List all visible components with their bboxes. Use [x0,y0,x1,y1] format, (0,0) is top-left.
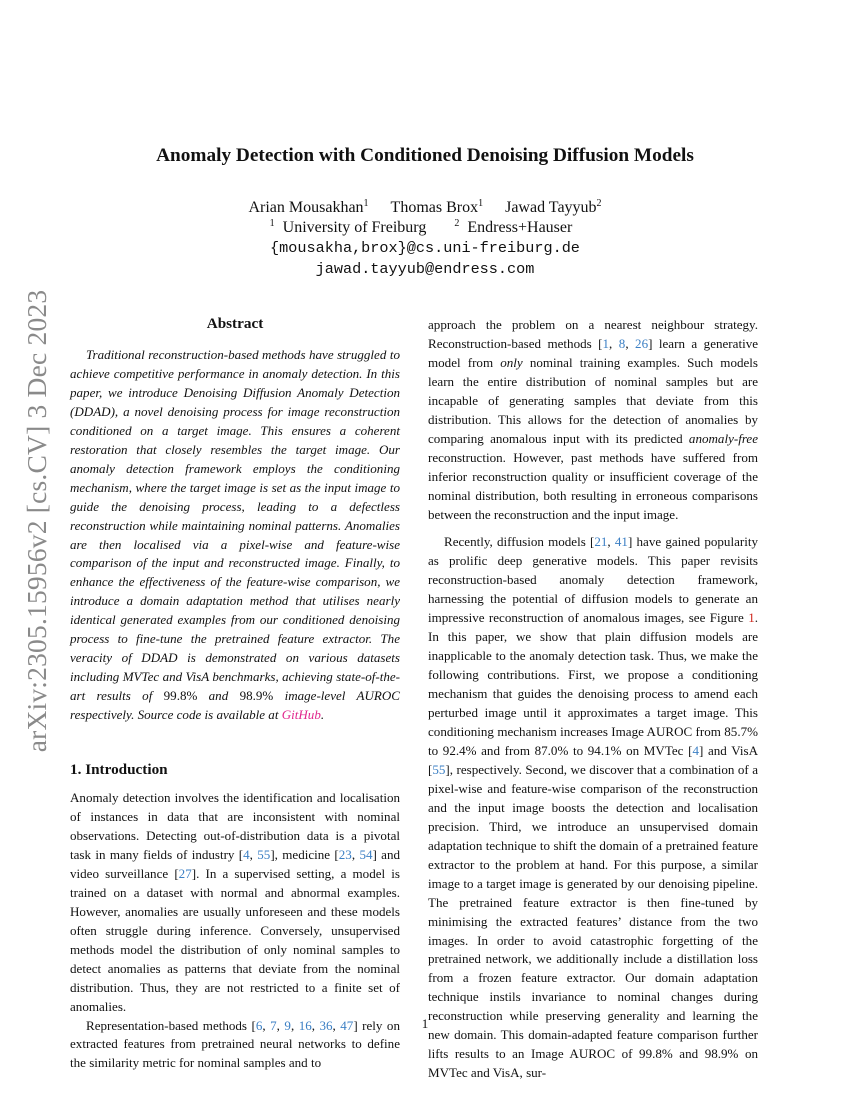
citation-link[interactable]: 54 [359,846,373,862]
left-column [70,315,400,1073]
citation-link[interactable]: 16 [298,1017,312,1033]
citation-link[interactable]: 6 [255,1017,263,1033]
body-text: ] and VisA [ [428,742,758,777]
body-text: approach the problem on a nearest neighbour strategy. Reconstruction-based methods [ [428,317,758,351]
citation-link[interactable]: 47 [340,1017,354,1033]
body-text: ] and video surveillance [ [70,846,401,881]
citation-link[interactable]: 7 [270,1017,277,1033]
arxiv-identifier: arXiv:2305.15956v2 [cs.CV] 3 Dec 2023 [21,289,52,753]
citation-link[interactable]: 27 [178,865,192,881]
citation-link[interactable]: 8 [618,335,626,351]
body-text: ] learn a generative model from [428,335,759,370]
body-text: ], medicine [ [270,846,339,862]
affiliation-marker: 1 [363,198,369,209]
author-name: Thomas Brox [390,199,479,216]
figure-reference-link[interactable]: 1 [748,610,755,626]
author-email: jawad.tayyub@endress.com [315,260,535,278]
body-text: Recently, diffusion models [ [444,534,595,550]
metric-value: 99.8% [163,688,198,704]
body-text: ] rely on extracted features from pretrained neural networks to define the similarity metric for nominal samples and to [70,1017,400,1071]
affiliation-name: Endress+Hauser [467,219,573,236]
emphasis: only [500,354,523,370]
body-text: ]. In a supervised setting, a model is trained on a dataset with normal and abnormal examples. However, anomalies are usually unforeseen and these models often struggle during inference. Conversely, unsupervised methods model the distribution of only nominal samples to detect anomalies as patterns that deviate from the nominal distribution. Thus, they are not restricted to a finite set of anomalies. [70,865,400,1014]
body-text: . In this paper, we show that plain diffusion models are inapplicable to the anomaly detection task. Thus, we make the following contributions. First, we propose a conditioning mechanism that guides the denoising process to amend each perturbed image until it approximates a target image. This conditioning mechanism increases Image AUROC from 85.7% to 92.4% and from 87.0% to 94.1% on MVTec [ [428,610,758,758]
body-text: ] have gained popularity as prolific deep generative models. This paper revisits reconstruction-based anomaly detection framework, harnessing the potential of diffusion models to generate an impressive reconstruction of anomalous images, see Figure [428,534,758,626]
affiliation [454,219,580,236]
right-column [428,316,758,1083]
emphasis: anomaly-free [688,430,758,446]
intro-paragraph-3: Recently, diffusion models [21, 41] have gained popularity as prolific deep generative models. This paper revisits reconstruction-based anomaly detection framework, harnessing the potential of diffusion models to generate an impressive reconstruction of anomalous images, see Figure 1. In this paper, we show that plain diffusion models are inapplicable to the anomaly detection task. Thus, we make the following contributions. First, we propose a conditioning mechanism that guides the denoising process to amend each perturbed image until it approximates a target image. This conditioning mechanism increases Image AUROC from 85.7% to 92.4% and from 87.0% to 94.1% on MVTec [4] and VisA [55], respectively. Second, we discover that a combination of a pixel-wise and feature-wise comparison of the reconstruction and the input image boosts the detection and localisation precision. Third, we introduce an unsupervised domain adaptation technique to shift the domain of a pretrained feature extractor to the problem at hand. For this purpose, a similar image to a target image is generated by our denoising pipeline. The pretrained feature extractor is then fine-tuned by minimising the extracted features’ distance from the two images. In order to avoid catastrophic forgetting of the pretrained network, we additionally include a distillation loss from a frozen feature extractor. Our domain adaptation technique instils invariance to nominal changes during reconstruction while preserving generality and learning the new domain. This domain-adapted feature comparison further lifts results to an Image AUROC of 99.8% and 98.9% on MVTec and VisA, sur- [428,534,758,1081]
author-name: Jawad Tayyub [505,199,597,216]
author-email: {mousakha,brox}@cs.uni-freiburg.de [270,239,580,257]
page-number: 1 [421,1016,429,1031]
citation-link[interactable]: 4 [692,742,699,758]
body-text: reconstruction. However, past methods have suffered from inferior reconstruction quality or insufficient coverage of the nominal distribution, both resulting in erroneous comparisons between the reconstruction and the input image. [428,449,758,522]
abstract-body: Traditional reconstruction-based methods have struggled to achieve competitive performance in anomaly detection. In this paper, we introduce Denoising Diffusion Anomaly Detection (DDAD), a novel denoising process for image reconstruction conditioned on a target image. This ensures a coherent restoration that closely resembles the target image. Our anomaly detection framework employs the conditioning mechanism, where the target image is set as the input image to guide the denoising process, leading to a defectless reconstruction while maintaining nominal patterns. Anomalies are then localised via a pixel-wise and feature-wise comparison of the input and reconstructed image. Finally, to enhance the effectiveness of the feature-wise comparison, we introduce a domain adaptation method that utilises nearly identical generated examples from our conditioned denoising process to fine-tune the pretrained feature extractor. The veracity of DDAD is demonstrated on various datasets including MVTec and VisA benchmarks, achieving state-of-the-art results of [70,347,400,704]
intro-paragraph-2: Representation-based methods [6, 7, 9, 16, 36, 47] rely on extracted features from pretrained neural networks to define the similarity metric for nominal samples and to [70,1017,400,1071]
citation-link[interactable]: 9 [284,1017,291,1033]
affiliation-marker: 1 [269,218,275,229]
intro-paragraph-1: Anomaly detection involves the identification and localisation of instances in data that are inconsistent with nominal observations. Detecting out-of-distribution data is a pivotal task in many fields of industry [4, 55], medicine [23, 54] and video surveillance [27]. In a supervised setting, a model is trained on a dataset with normal and abnormal examples. However, anomalies are usually unforeseen and these models often struggle during inference. Conversely, unsupervised methods model the distribution of only nominal samples to detect anomalies as patterns that deviate from the nominal distribution. Thus, they are not restricted to a finite set of anomalies. [70,790,401,1014]
abstract-body: and [197,688,240,704]
citation-link[interactable]: 23 [338,846,352,862]
body-text: Anomaly detection involves the identification and localisation of instances in data that are inconsistent with nominal observations. Detecting out-of-distribution data is a pivotal task in many fields of industry [ [70,790,400,862]
citation-link[interactable]: 41 [614,534,628,550]
citation-link[interactable]: 55 [432,761,446,777]
arxiv-sidebar-stamp [14,289,60,753]
author [248,199,368,216]
metric-value: 98.9% [239,688,274,704]
author-name: Arian Mousakhan [248,199,364,216]
citation-link[interactable]: 36 [319,1017,333,1033]
body-text: Representation-based methods [ [86,1017,256,1033]
affiliation-list [0,218,850,238]
author [505,199,601,216]
citation-link[interactable]: 21 [594,534,608,550]
abstract-body: image-level AUROC respectively. Source code is available at [70,688,401,723]
citation-link[interactable]: 26 [635,335,649,351]
paper-title: Anomaly Detection with Conditioned Denoising Diffusion Models [156,145,694,166]
affiliation-marker: 1 [478,198,484,209]
citation-link[interactable]: 4 [243,846,250,862]
author [391,199,484,216]
abstract-text [70,346,400,725]
affiliation-marker: 2 [596,198,602,209]
abstract-body: . [320,707,325,723]
affiliation-name: University of Freiburg [282,219,427,236]
body-text: ], respectively. Second, we discover that a combination of a pixel-wise and feature-wise comparison of the reconstruction and the input image boosts the detection and localisation precision. Third, we introduce an unsupervised domain adaptation technique to shift the domain of a pretrained feature extractor to the problem at hand. For this purpose, a similar image to a target image is generated by our denoising pipeline. The pretrained feature extractor is then fine-tuned by minimising the extracted features’ distance from the two images. In order to avoid catastrophic forgetting of the pretrained network, we additionally include a distillation loss from a frozen feature extractor. Our domain adaptation technique instils invariance to nominal changes during reconstruction while preserving generality and learning the new domain. This domain-adapted feature comparison further lifts results to an Image AUROC of 99.8% and 98.9% on MVTec and VisA, sur- [428,761,758,1081]
citation-link[interactable]: 55 [257,846,271,862]
citation-link[interactable]: 1 [602,335,610,351]
github-link[interactable]: GitHub [281,707,321,723]
abstract-heading: Abstract [206,315,264,332]
author-list [0,198,850,218]
body-text: nominal training examples. Such models learn the entire distribution of nominal samples but are incapable of generating samples that deviate from this distribution. This allows for the detection of anomalies by comparing anomalous input with its predicted [428,354,758,446]
intro-paragraph-2-continued: approach the problem on a nearest neighbour strategy. Reconstruction-based methods [1, 8, 26] learn a generative model from only nominal training examples. Such models learn the entire distribution of nominal samples but are incapable of generating samples that deviate from this distribution. This allows for the detection of anomalies by comparing anomalous input with its predicted anomaly-free reconstruction. However, past methods have suffered from inferior reconstruction quality or insufficient coverage of the nominal distribution, both resulting in erroneous comparisons between the reconstruction and the input image. [428,317,759,522]
section-heading-introduction: 1. Introduction [70,761,168,779]
affiliation-marker: 2 [454,218,460,229]
affiliation [270,219,435,236]
